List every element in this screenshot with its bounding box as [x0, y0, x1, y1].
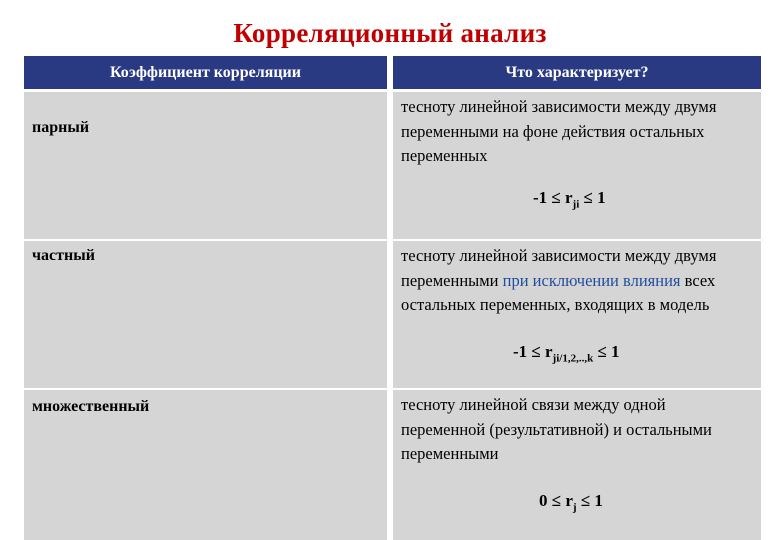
row-pair-description: тесноту линейной зависимости между двумя переменными на фоне действия остальных переменных: [401, 97, 717, 165]
row-multiple-type-cell: [24, 390, 387, 540]
row-partial-type-cell: [24, 241, 387, 388]
row-multiple-description-cell: [393, 390, 761, 540]
row-multiple-type: множественный: [32, 398, 150, 415]
row-partial-description-cell: [393, 241, 761, 388]
row-multiple-formula: $0 \le r_j \le 1$: [539, 491, 603, 514]
row-partial-description: тесноту линейной зависимости между двумя переменными при исключении влияния всех остальных переменных, входящих в модель: [401, 246, 717, 314]
header-characterizes: Что характеризует?: [393, 56, 761, 89]
row-partial-formula: $-1 \le r_{ji/1,2,..,k} \le 1$: [513, 342, 620, 365]
row-partial-type: частный: [32, 247, 95, 264]
row-pair-type-cell: [24, 92, 387, 239]
row-pair-description-cell: [393, 92, 761, 239]
row-pair-formula: $-1 \le r_{ji} \le 1$: [533, 188, 606, 211]
row-multiple-description: тесноту линейной связи между одной переменной (результативной) и остальными переменными: [401, 395, 712, 463]
row-pair-type: парный: [32, 119, 90, 136]
highlight-text: при исключении влияния: [502, 270, 681, 290]
page-title: Корреляционный анализ: [233, 18, 547, 48]
header-coefficient: Коэффициент корреляции: [24, 56, 387, 89]
